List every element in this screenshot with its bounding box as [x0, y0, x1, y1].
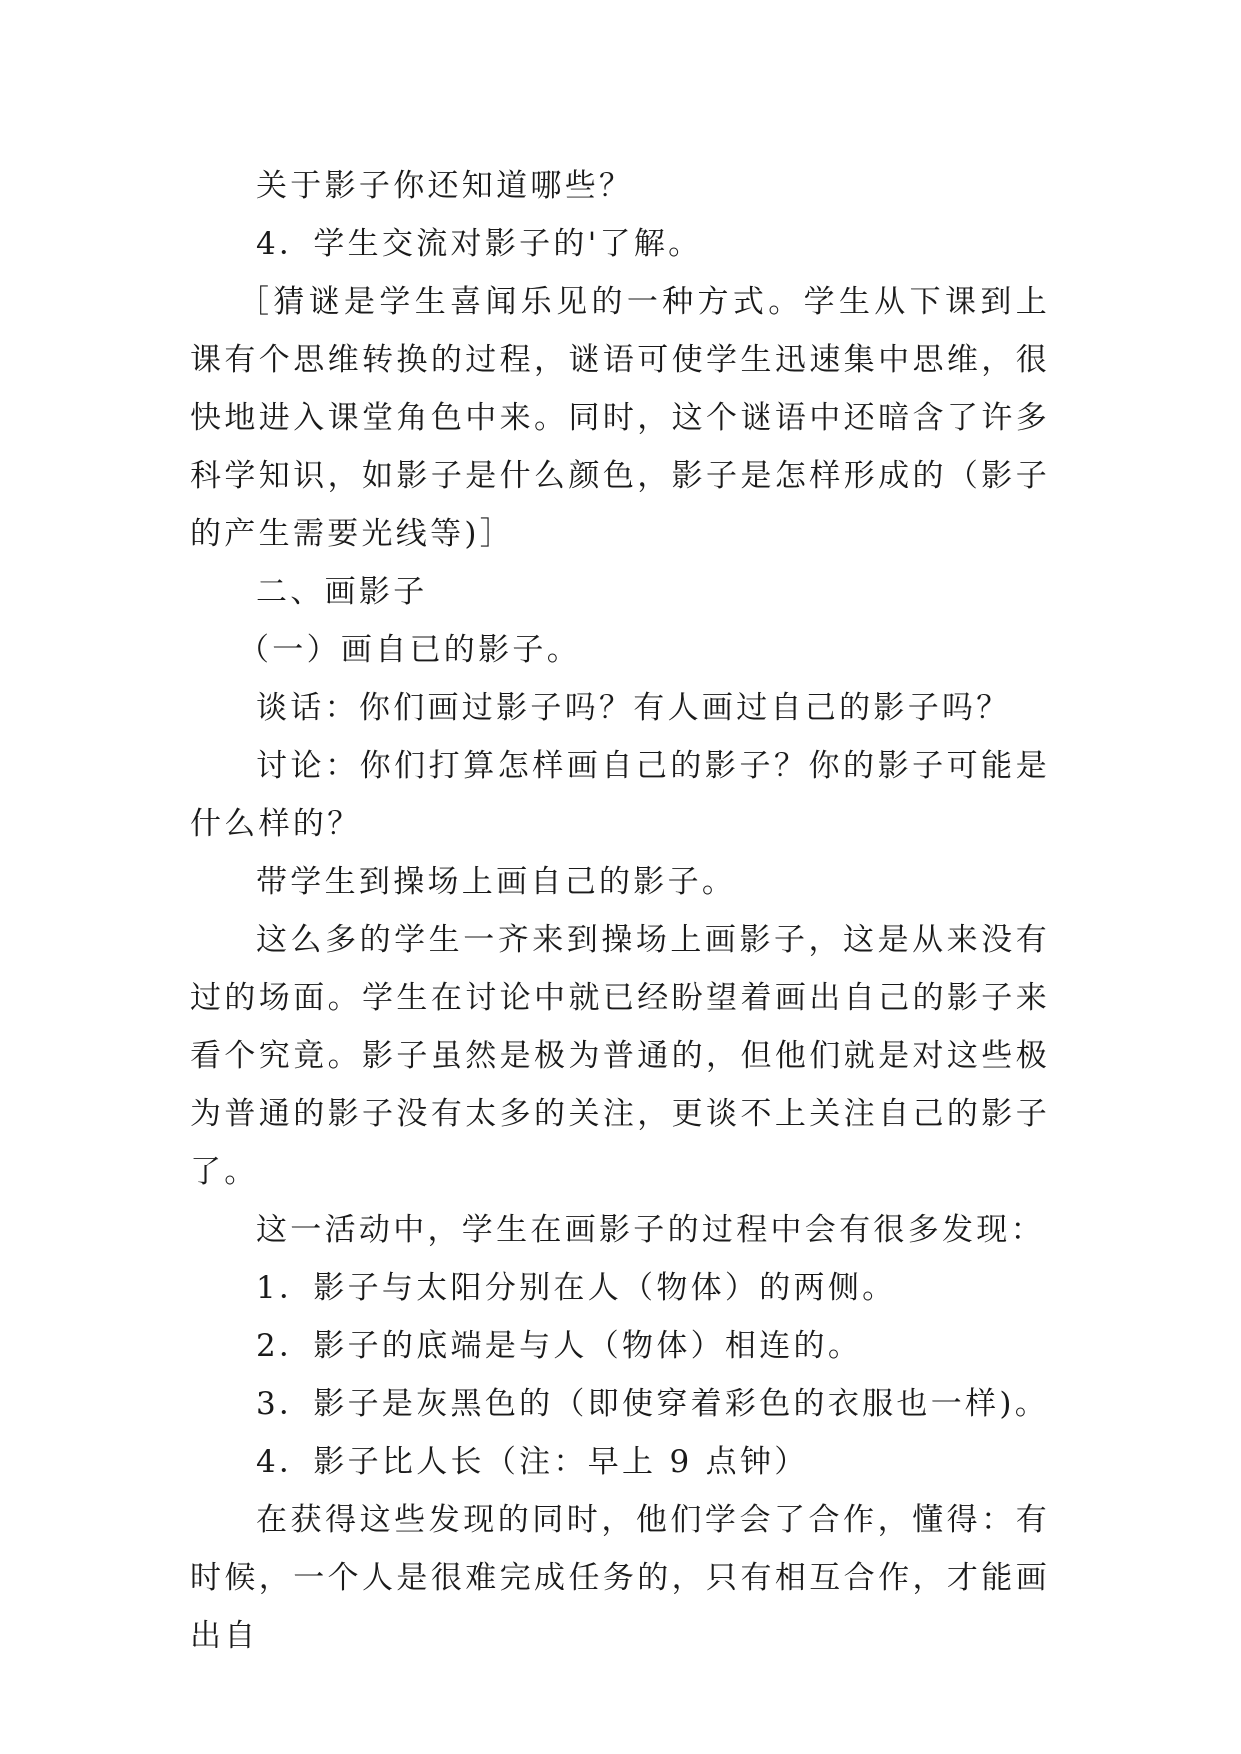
finding-item-1: 1．影子与太阳分别在人（物体）的两侧。 [256, 1270, 897, 1306]
paragraph-question: 关于影子你还知道哪些？ [256, 168, 634, 204]
paragraph-playground: 带学生到操场上画自己的影子。 [256, 864, 737, 900]
document-body [190, 157, 1050, 1665]
paragraph-scene: 这么多的学生一齐来到操场上画影子，这是从来没有过的场面。学生在讨论中就已经盼望着画出自己的影子来看个究竟。影子虽然是极为普通的，但他们就是对这些极为普通的影子没有太多的关注，更谈不上关注自己的影子了。 [190, 922, 1050, 1190]
paragraph-findings-intro: 这一活动中，学生在画影子的过程中会有很多发现： [256, 1212, 1045, 1248]
finding-item-2: 2．影子的底端是与人（物体）相连的。 [256, 1328, 863, 1364]
section-heading-draw-shadow: 二、画影子 [256, 574, 428, 610]
finding-item-4: 4．影子比人长（注：早上 9 点钟） [256, 1444, 809, 1480]
finding-item-3: 3．影子是灰黑色的（即使穿着彩色的衣服也一样)。 [256, 1386, 1050, 1422]
paragraph-discussion: 讨论：你们打算怎样画自己的影子？你的影子可能是什么样的？ [190, 748, 1050, 842]
paragraph-riddle-note: ［猜谜是学生喜闻乐见的一种方式。学生从下课到上课有个思维转换的过程，谜语可使学生迅速集中思维，很快地进入课堂角色中来。同时，这个谜语中还暗含了许多科学知识，如影子是什么颜色，影子是怎样形成的（影子的产生需要光线等)］ [190, 284, 1050, 552]
paragraph-step-4: 4．学生交流对影子的'了解。 [256, 226, 703, 262]
paragraph-cooperation: 在获得这些发现的同时，他们学会了合作，懂得：有时候，一个人是很难完成任务的，只有相互合作，才能画出自 [190, 1502, 1050, 1654]
subsection-heading-own-shadow: （一）画自已的影子。 [238, 632, 581, 668]
paragraph-talk: 谈话：你们画过影子吗？有人画过自己的影子吗？ [256, 690, 1011, 726]
